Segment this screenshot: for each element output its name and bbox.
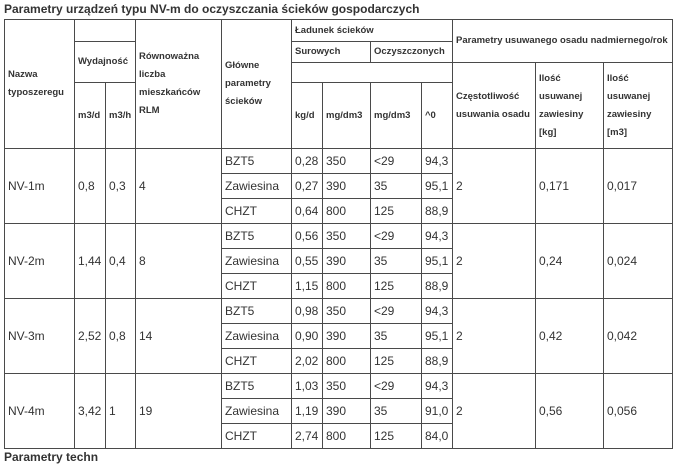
treated-concentration-cell: <29 xyxy=(371,299,422,324)
rlm-cell: 4 xyxy=(136,149,222,224)
header-load-spacer xyxy=(292,63,453,83)
header-rlm: Równoważna liczba mieszkańców RLM xyxy=(136,20,222,149)
table-row xyxy=(5,374,673,399)
frequency-cell: 2 xyxy=(453,224,536,299)
reduction-percent-cell: 95,1 xyxy=(422,249,453,274)
reduction-percent-cell: 94,3 xyxy=(422,149,453,174)
series-name-cell: NV-2m xyxy=(5,224,75,299)
param-name-cell: BZT5 xyxy=(222,224,292,249)
raw-concentration-cell: 350 xyxy=(323,374,371,399)
frequency-cell: 2 xyxy=(453,299,536,374)
header-percent: ^0 xyxy=(422,83,453,149)
amount-kg-cell: 0,171 xyxy=(536,149,604,224)
capacity-m3h-cell: 1 xyxy=(106,374,136,449)
header-frequency: Częstotliwość usuwania osadu xyxy=(453,63,536,149)
raw-concentration-cell: 800 xyxy=(323,274,371,299)
treated-concentration-cell: 125 xyxy=(371,424,422,449)
load-kgd-cell: 1,15 xyxy=(292,274,323,299)
load-kgd-cell: 0,27 xyxy=(292,174,323,199)
capacity-m3h-cell: 0,3 xyxy=(106,149,136,224)
raw-concentration-cell: 350 xyxy=(323,149,371,174)
table-row xyxy=(5,299,673,324)
amount-m3-cell: 0,056 xyxy=(604,374,673,449)
amount-kg-cell: 0,42 xyxy=(536,299,604,374)
load-kgd-cell: 2,02 xyxy=(292,349,323,374)
capacity-m3h-cell: 0,8 xyxy=(106,299,136,374)
load-kgd-cell: 0,90 xyxy=(292,324,323,349)
amount-m3-cell: 0,024 xyxy=(604,224,673,299)
header-capacity-empty xyxy=(75,20,136,42)
reduction-percent-cell: 88,9 xyxy=(422,199,453,224)
load-kgd-cell: 0,56 xyxy=(292,224,323,249)
load-kgd-cell: 0,98 xyxy=(292,299,323,324)
capacity-m3d-cell: 3,42 xyxy=(75,374,106,449)
amount-m3-cell: 0,042 xyxy=(604,299,673,374)
capacity-m3d-cell: 2,52 xyxy=(75,299,106,374)
header-main-params: Główne parametry ścieków xyxy=(222,20,292,149)
treated-concentration-cell: 35 xyxy=(371,324,422,349)
param-name-cell: CHZT xyxy=(222,349,292,374)
amount-kg-cell: 0,56 xyxy=(536,374,604,449)
reduction-percent-cell: 95,1 xyxy=(422,324,453,349)
frequency-cell: 2 xyxy=(453,374,536,449)
capacity-m3d-cell: 0,8 xyxy=(75,149,106,224)
header-mgdm3-treated: mg/dm3 xyxy=(371,83,422,149)
reduction-percent-cell: 91,0 xyxy=(422,399,453,424)
load-kgd-cell: 1,19 xyxy=(292,399,323,424)
raw-concentration-cell: 800 xyxy=(323,349,371,374)
header-treated: Oczyszczonych xyxy=(371,42,453,63)
page-title: Parametry urządzeń typu NV-m do oczyszczania ścieków gospodarczych xyxy=(4,2,420,16)
frequency-cell: 2 xyxy=(453,149,536,224)
reduction-percent-cell: 88,9 xyxy=(422,274,453,299)
capacity-m3h-cell: 0,4 xyxy=(106,224,136,299)
series-name-cell: NV-1m xyxy=(5,149,75,224)
treated-concentration-cell: <29 xyxy=(371,149,422,174)
header-mgdm3-raw: mg/dm3 xyxy=(323,83,371,149)
load-kgd-cell: 0,55 xyxy=(292,249,323,274)
treated-concentration-cell: <29 xyxy=(371,374,422,399)
load-kgd-cell: 1,03 xyxy=(292,374,323,399)
treated-concentration-cell: 125 xyxy=(371,274,422,299)
header-m3d: m3/d xyxy=(75,83,106,149)
raw-concentration-cell: 800 xyxy=(323,424,371,449)
capacity-m3d-cell: 1,44 xyxy=(75,224,106,299)
header-sludge: Parametry usuwanego osadu nadmiernego/rok xyxy=(453,20,673,63)
param-name-cell: Zawiesina xyxy=(222,174,292,199)
rlm-cell: 19 xyxy=(136,374,222,449)
treated-concentration-cell: 35 xyxy=(371,174,422,199)
raw-concentration-cell: 800 xyxy=(323,199,371,224)
series-name-cell: NV-3m xyxy=(5,299,75,374)
raw-concentration-cell: 350 xyxy=(323,224,371,249)
header-amount-m3: Ilość usuwanej zawiesiny [m3] xyxy=(604,63,673,149)
reduction-percent-cell: 88,9 xyxy=(422,349,453,374)
reduction-percent-cell: 84,0 xyxy=(422,424,453,449)
param-name-cell: Zawiesina xyxy=(222,324,292,349)
header-capacity: Wydajność xyxy=(75,42,136,83)
series-name-cell: NV-4m xyxy=(5,374,75,449)
footer-text: Parametry techn xyxy=(4,450,99,464)
treated-concentration-cell: 35 xyxy=(371,249,422,274)
raw-concentration-cell: 350 xyxy=(323,299,371,324)
load-kgd-cell: 2,74 xyxy=(292,424,323,449)
load-kgd-cell: 0,28 xyxy=(292,149,323,174)
header-load: Ładunek ścieków xyxy=(292,20,453,42)
table-row xyxy=(5,224,673,249)
param-name-cell: BZT5 xyxy=(222,149,292,174)
treated-concentration-cell: 125 xyxy=(371,349,422,374)
reduction-percent-cell: 94,3 xyxy=(422,299,453,324)
raw-concentration-cell: 390 xyxy=(323,399,371,424)
rlm-cell: 8 xyxy=(136,224,222,299)
amount-kg-cell: 0,24 xyxy=(536,224,604,299)
param-name-cell: CHZT xyxy=(222,424,292,449)
treated-concentration-cell: 125 xyxy=(371,199,422,224)
param-name-cell: CHZT xyxy=(222,274,292,299)
raw-concentration-cell: 390 xyxy=(323,324,371,349)
param-name-cell: CHZT xyxy=(222,199,292,224)
raw-concentration-cell: 390 xyxy=(323,174,371,199)
treated-concentration-cell: 35 xyxy=(371,399,422,424)
treated-concentration-cell: <29 xyxy=(371,224,422,249)
header-kgd: kg/d xyxy=(292,83,323,149)
table-row xyxy=(5,149,673,174)
header-m3h: m3/h xyxy=(106,83,136,149)
reduction-percent-cell: 94,3 xyxy=(422,374,453,399)
rlm-cell: 14 xyxy=(136,299,222,374)
load-kgd-cell: 0,64 xyxy=(292,199,323,224)
reduction-percent-cell: 95,1 xyxy=(422,174,453,199)
header-amount-kg: Ilość usuwanej zawiesiny [kg] xyxy=(536,63,604,149)
param-name-cell: BZT5 xyxy=(222,374,292,399)
param-name-cell: Zawiesina xyxy=(222,249,292,274)
amount-m3-cell: 0,017 xyxy=(604,149,673,224)
parameters-table xyxy=(4,19,673,449)
header-raw: Surowych xyxy=(292,42,371,63)
param-name-cell: Zawiesina xyxy=(222,399,292,424)
raw-concentration-cell: 390 xyxy=(323,249,371,274)
reduction-percent-cell: 94,3 xyxy=(422,224,453,249)
param-name-cell: BZT5 xyxy=(222,299,292,324)
header-series: Nazwa typoszeregu xyxy=(5,20,75,149)
